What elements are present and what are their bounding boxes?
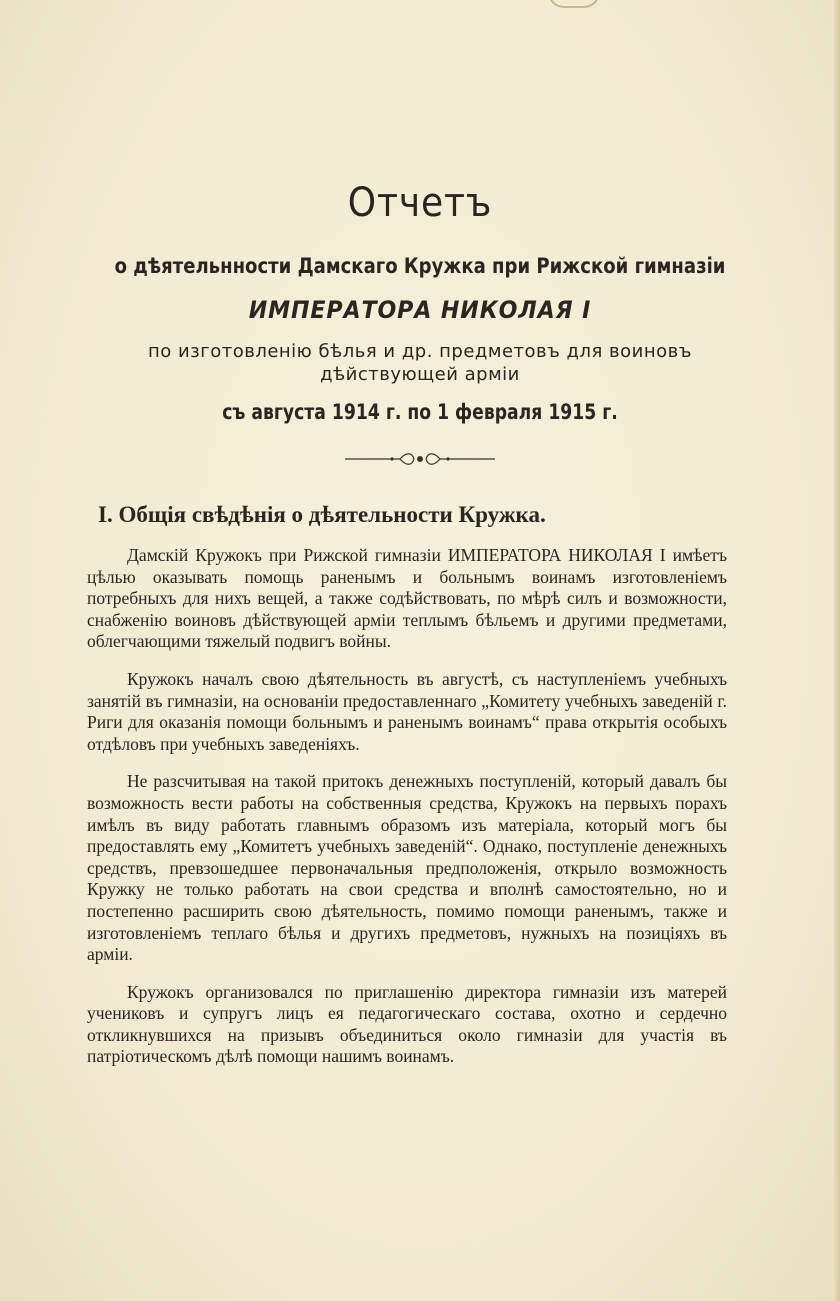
purpose-line-1: по изготовленію бѣлья и др. предметовъ для воиновъ [147,341,692,362]
ornament-divider-icon [340,450,500,468]
paragraph-3: Не разсчитывая на такой притокъ денежныхъ поступленій, который давалъ бы возможность вести работы на собственныя средства, Кружокъ на первыхъ порахъ имѣлъ въ виду работать главнымъ образомъ изъ матеріала, который могъ бы предоставлять ему „Комитетъ учебныхъ заведеній“. Однако, поступленіе денежныхъ средствъ, превзошедшее первоначальныя предположенія, открыло возможность Кружку не только работать на свои средства и вполнѣ самостоятельно, но и постепенно расширить свою дѣятельность, помимо помощи раненымъ, также и изготовленіемъ теплаго бѣлья и другихъ предметовъ, нужныхъ на позиціяхъ въ арміи. [87,771,727,965]
report-purpose [0,340,840,386]
report-body [87,545,727,1084]
purpose-line-2: дѣйствующей арміи [320,364,520,385]
report-period: съ августа 1914 г. по 1 февраля 1915 г. [222,400,618,424]
emperor-name: ИМПЕРАТОРА НИКОЛАЯ I [248,296,592,324]
report-subtitle: о дѣятельнности Дамскаго Кружка при Рижской гимназіи [114,254,726,278]
paragraph-2: Кружокъ началъ свою дѣятельность въ августѣ, съ наступленіемъ учебныхъ занятій въ гимназіи, на основаніи предоставленнаго „Комитету учебныхъ заведеній г. Риги для оказанія помощи больнымъ и раненымъ воинамъ“ права открытія особыхъ отдѣловъ при учебныхъ заведеніяхъ. [87,668,727,754]
paragraph-4: Кружокъ организовался по приглашенію директора гимназіи изъ матерей учениковъ и супругъ лицъ ея педагогическаго состава, охотно и сердечно откликнувшихся на призывъ объединиться около гимназіи для участія въ патріотическомъ дѣлѣ помощи нашимъ воинамъ. [87,981,727,1067]
section-heading: I. Общія свѣдѣнія о дѣятельности Кружка. [98,502,546,527]
report-title: Отчетъ [347,180,493,226]
paragraph-1: Дамскій Кружокъ при Рижской гимназіи ИМПЕРАТОРА НИКОЛАЯ I имѣетъ цѣлью оказывать помощь раненымъ и больнымъ воинамъ изготовленіемъ потребныхъ для нихъ вещей, а также содѣйствовать, по мѣрѣ силъ и возможности, снабженію воиновъ дѣйствующей арміи теплымъ бѣльемъ и другими предметами, облегчающими тяжелый подвигъ войны. [87,545,727,652]
paper-edge [834,0,840,1301]
